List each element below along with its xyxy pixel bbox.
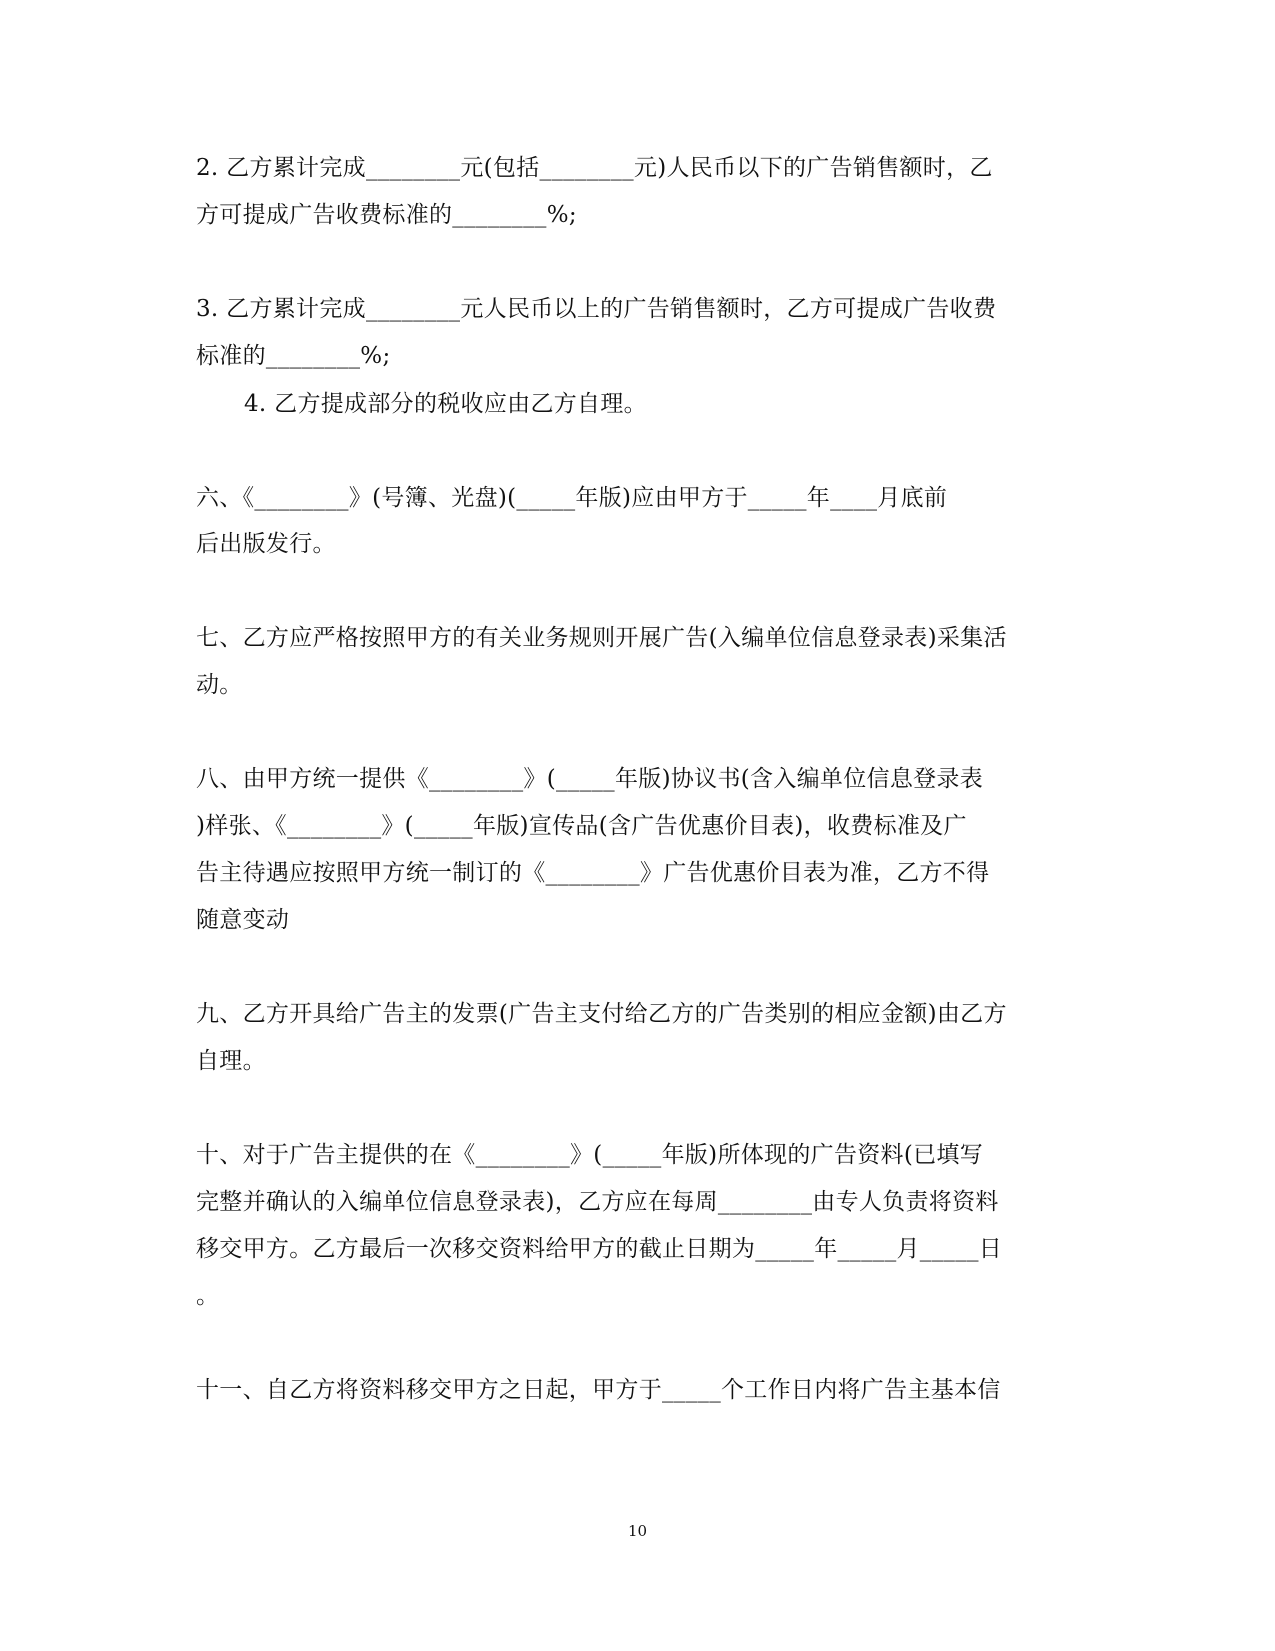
- text-line: 随意变动: [196, 907, 290, 933]
- text-line: 标准的________%;: [196, 343, 391, 369]
- text-line: 移交甲方。乙方最后一次移交资料给甲方的截止日期为_____年_____月_____日: [196, 1236, 1003, 1262]
- text-line: 2. 乙方累计完成________元(包括________元)人民币以下的广告销售额时，乙: [196, 155, 993, 181]
- text-line: 自理。: [196, 1048, 266, 1074]
- text-line: 十一、自乙方将资料移交甲方之日起，甲方于_____个工作日内将广告主基本信: [196, 1377, 1001, 1403]
- text-line: 告主待遇应按照甲方统一制订的《________》广告优惠价目表为准，乙方不得: [196, 860, 990, 886]
- text-line: 动。: [196, 672, 243, 698]
- text-line: 后出版发行。: [196, 531, 336, 557]
- text-line: 4. 乙方提成部分的税收应由乙方自理。: [244, 391, 647, 417]
- text-line: )样张、《________》(_____年版)宣传品(含广告优惠价目表)，收费标准及广: [196, 813, 967, 839]
- text-line: 六、《________》(号簿、光盘)(_____年版)应由甲方于_____年____月底前: [196, 485, 948, 511]
- text-line: 方可提成广告收费标准的________%;: [196, 202, 577, 228]
- text-line: 九、乙方开具给广告主的发票(广告主支付给乙方的广告类别的相应金额)由乙方: [196, 1001, 1007, 1027]
- text-line: 八、由甲方统一提供《________》(_____年版)协议书(含入编单位信息登录表: [196, 766, 984, 792]
- text-line: 3. 乙方累计完成________元人民币以上的广告销售额时，乙方可提成广告收费: [196, 296, 997, 322]
- page-number: 10: [627, 1522, 648, 1540]
- text-line: 完整并确认的入编单位信息登录表)，乙方应在每周________由专人负责将资料: [196, 1189, 999, 1215]
- text-line: 十、对于广告主提供的在《________》(_____年版)所体现的广告资料(已填写: [196, 1142, 984, 1168]
- text-line: 。: [196, 1283, 220, 1309]
- text-line: 七、乙方应严格按照甲方的有关业务规则开展广告(入编单位信息登录表)采集活: [196, 625, 1007, 651]
